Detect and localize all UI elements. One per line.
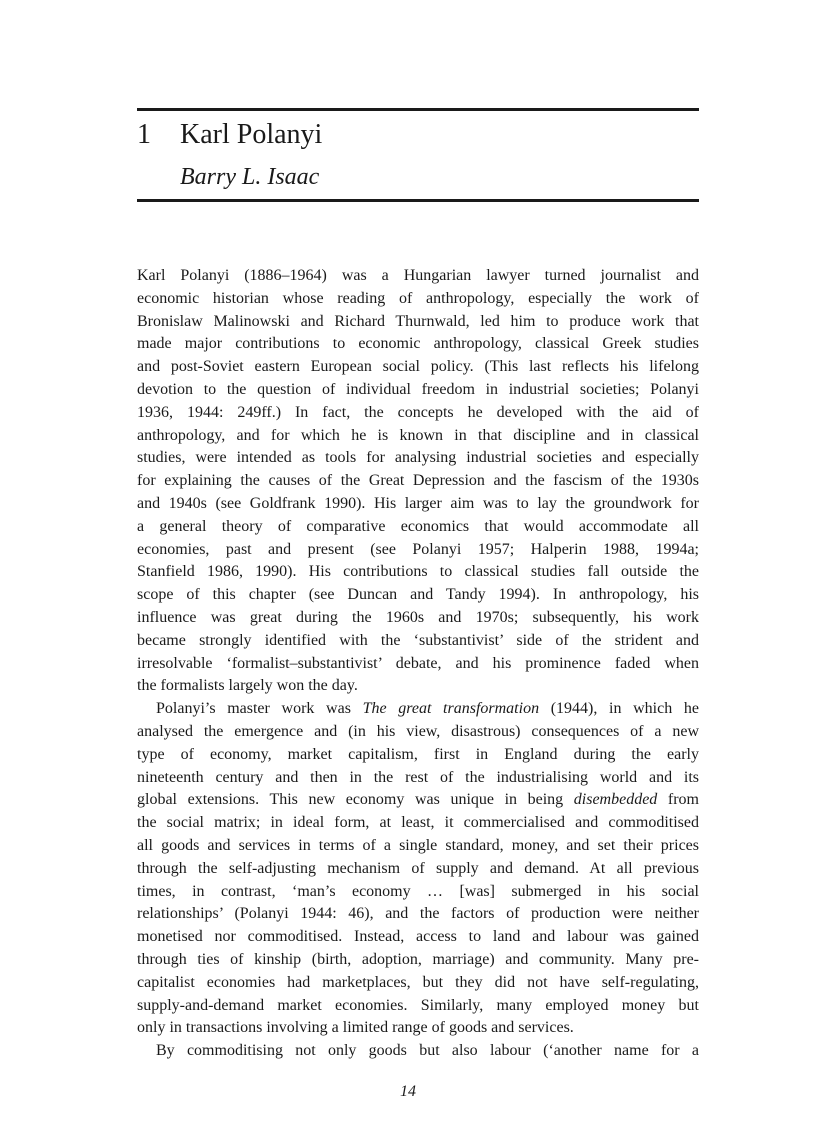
body-line: all goods and services in terms of a single standard, money, and set their prices [137, 836, 699, 854]
body-line: Bronislaw Malinowski and Richard Thurnwald, led him to produce work that [137, 312, 699, 330]
body-text-run: global extensions. This new economy was unique in being [137, 791, 574, 809]
body-line: anthropology, and for which he is known in that discipline and in classical [137, 426, 699, 444]
chapter-author: Barry L. Isaac [180, 164, 320, 190]
body-line [137, 789, 699, 812]
body-line: scope of this chapter (see Duncan and Tandy 1994). In anthropology, his [137, 586, 699, 604]
body-line: capitalist economies had marketplaces, but they did not have self-regulating, [137, 973, 699, 991]
body-line: relationships’ (Polanyi 1944: 46), and the factors of production were neither [137, 905, 699, 923]
body-line [137, 698, 699, 721]
body-line: Stanfield 1986, 1990). His contributions to classical studies fall outside the [137, 563, 699, 581]
bottom-rule [137, 199, 699, 202]
body-line: only in transactions involving a limited range of goods and services. [137, 1019, 574, 1037]
body-line: By commoditising not only goods but also labour (‘another name for a [156, 1042, 699, 1060]
body-line: the formalists largely won the day. [137, 677, 358, 695]
body-line: supply-and-demand market economies. Similarly, many employed money but [137, 996, 699, 1014]
body-line: and 1940s (see Goldfrank 1990). His larger aim was to lay the groundwork for [137, 494, 699, 512]
body-line: became strongly identified with the ‘substantivist’ side of the strident and [137, 631, 699, 649]
body-line: 1936, 1944: 249ff.) In fact, the concepts he developed with the aid of [137, 403, 699, 421]
body-line: influence was great during the 1960s and 1970s; subsequently, his work [137, 608, 699, 626]
body-line: and post-Soviet eastern European social policy. (This last reflects his lifelong [137, 358, 699, 376]
body-text-run: (1944), in which he [539, 700, 699, 718]
emphasis-italic: disembedded [573, 791, 658, 809]
body-text-run: from [657, 791, 699, 809]
book-title-italic: The great transformation [362, 700, 540, 718]
body-line: a general theory of comparative economics that would accommodate all [137, 517, 699, 535]
body-line: made major contributions to economic anthropology, classical Greek studies [137, 335, 699, 353]
body-text [137, 265, 699, 1063]
chapter-title: Karl Polanyi [180, 119, 323, 150]
body-text-run: Polanyi’s master work was [156, 700, 363, 718]
body-line: through ties of kinship (birth, adoption, marriage) and community. Many pre- [137, 950, 699, 968]
body-line: monetised nor commoditised. Instead, access to land and labour was gained [137, 928, 699, 946]
body-line: devotion to the question of individual freedom in industrial societies; Polanyi [137, 380, 699, 398]
body-line: type of economy, market capitalism, first in England during the early [137, 745, 699, 763]
body-line: studies, were intended as tools for analysing industrial societies and especially [137, 449, 699, 467]
body-line: through the self-adjusting mechanism of supply and demand. At all previous [137, 859, 699, 877]
body-line: economies, past and present (see Polanyi 1957; Halperin 1988, 1994a; [137, 540, 699, 558]
chapter-number: 1 [137, 119, 151, 150]
body-line: analysed the emergence and (in his view, disastrous) consequences of a new [137, 722, 699, 740]
body-line: for explaining the causes of the Great Depression and the fascism of the 1930s [137, 472, 699, 490]
body-line: economic historian whose reading of anthropology, especially the work of [137, 289, 699, 307]
body-line: Karl Polanyi (1886–1964) was a Hungarian lawyer turned journalist and [137, 267, 699, 284]
top-rule [137, 108, 699, 111]
body-line: nineteenth century and then in the rest of the industrialising world and its [137, 768, 699, 786]
body-line: irresolvable ‘formalist–substantivist’ debate, and his prominence faded when [137, 654, 699, 672]
body-line: times, in contrast, ‘man’s economy … [was] submerged in his social [137, 882, 699, 900]
body-line: the social matrix; in ideal form, at least, it commercialised and commoditised [137, 814, 699, 832]
page-number: 14 [400, 1083, 416, 1100]
